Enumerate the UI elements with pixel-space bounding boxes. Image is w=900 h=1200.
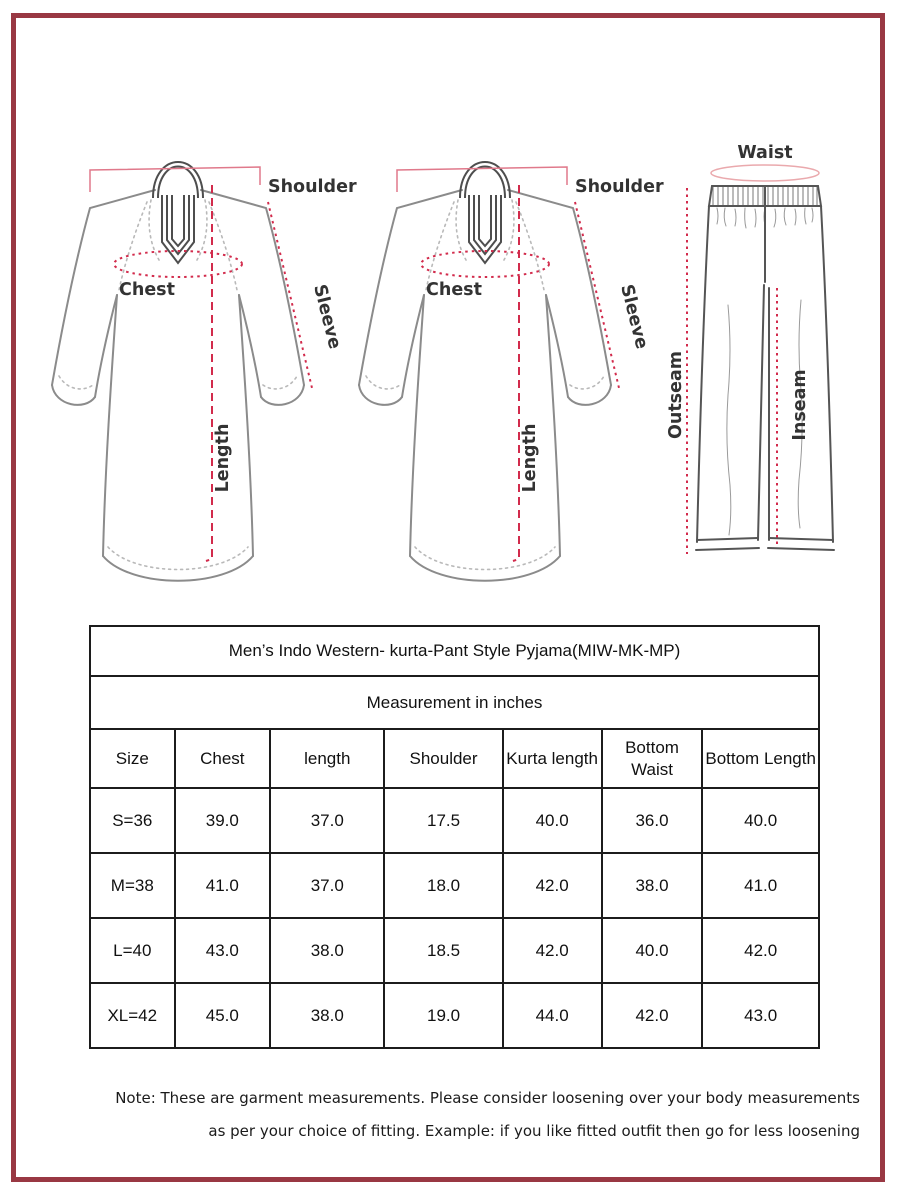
inseam-label: Inseam bbox=[790, 369, 810, 441]
col-header-size: Size bbox=[90, 729, 175, 788]
cell-bottom-waist: 42.0 bbox=[602, 983, 703, 1048]
pyjama-pant-diagram bbox=[655, 130, 875, 570]
kurta-diagram-1 bbox=[35, 140, 355, 605]
length-label: Length bbox=[213, 423, 233, 493]
sleeve-measure-line bbox=[268, 202, 312, 388]
table-row-l bbox=[90, 918, 819, 983]
measurement-note bbox=[40, 1082, 860, 1148]
col-header-bottom-length: Bottom Length bbox=[702, 729, 819, 788]
table-title-row bbox=[90, 626, 819, 676]
cell-length: 37.0 bbox=[270, 853, 384, 918]
col-header-bottom-waist: Bottom Waist bbox=[602, 729, 703, 788]
col-header-chest: Chest bbox=[175, 729, 270, 788]
cell-kurta-length: 42.0 bbox=[503, 853, 602, 918]
col-header-kurta-length: Kurta length bbox=[503, 729, 602, 788]
note-line-1: Note: These are garment measurements. Please consider loosening over your body measurements bbox=[115, 1089, 860, 1107]
cell-kurta-length: 44.0 bbox=[503, 983, 602, 1048]
cell-length: 38.0 bbox=[270, 918, 384, 983]
kurta-diagram-2 bbox=[342, 140, 662, 605]
shoulder-label: Shoulder bbox=[575, 177, 664, 197]
cell-bottom-length: 41.0 bbox=[702, 853, 819, 918]
pant-measure-marks bbox=[687, 188, 777, 554]
cell-chest: 43.0 bbox=[175, 918, 270, 983]
col-header-length: length bbox=[270, 729, 384, 788]
table-row-m bbox=[90, 853, 819, 918]
kurta-collar bbox=[460, 162, 510, 263]
table-title: Men’s Indo Western- kurta-Pant Style Pyjama(MIW-MK-MP) bbox=[90, 626, 819, 676]
cell-kurta-length: 40.0 bbox=[503, 788, 602, 853]
table-row-xl bbox=[90, 983, 819, 1048]
shoulder-measure-line bbox=[397, 167, 567, 192]
pant-outline bbox=[696, 187, 834, 550]
cell-shoulder: 18.0 bbox=[384, 853, 502, 918]
cell-shoulder: 17.5 bbox=[384, 788, 502, 853]
cell-bottom-waist: 40.0 bbox=[602, 918, 703, 983]
sleeve-label: Sleeve bbox=[616, 282, 652, 352]
table-row-s bbox=[90, 788, 819, 853]
note-line-2: as per your choice of fitting. Example: if you like fitted outfit then go for less loosening bbox=[208, 1122, 860, 1140]
table-header-row bbox=[90, 729, 819, 788]
length-measure-line bbox=[206, 185, 212, 561]
shoulder-measure-line bbox=[90, 167, 260, 192]
cell-chest: 41.0 bbox=[175, 853, 270, 918]
cell-bottom-length: 43.0 bbox=[702, 983, 819, 1048]
table-subtitle-row bbox=[90, 676, 819, 729]
cell-size: L=40 bbox=[90, 918, 175, 983]
cell-size: XL=42 bbox=[90, 983, 175, 1048]
kurta-measure-marks bbox=[397, 167, 619, 561]
cell-chest: 39.0 bbox=[175, 788, 270, 853]
cell-shoulder: 19.0 bbox=[384, 983, 502, 1048]
col-header-shoulder: Shoulder bbox=[384, 729, 502, 788]
cell-bottom-waist: 36.0 bbox=[602, 788, 703, 853]
sleeve-label: Sleeve bbox=[309, 282, 345, 352]
waist-measure-ellipse bbox=[711, 165, 819, 181]
cell-chest: 45.0 bbox=[175, 983, 270, 1048]
waist-label: Waist bbox=[737, 143, 793, 163]
cell-shoulder: 18.5 bbox=[384, 918, 502, 983]
kurta-outline bbox=[359, 190, 611, 581]
cell-bottom-length: 42.0 bbox=[702, 918, 819, 983]
shoulder-label: Shoulder bbox=[268, 177, 357, 197]
chest-label: Chest bbox=[426, 280, 482, 300]
cell-size: S=36 bbox=[90, 788, 175, 853]
length-label: Length bbox=[520, 423, 540, 493]
cell-length: 38.0 bbox=[270, 983, 384, 1048]
cell-size: M=38 bbox=[90, 853, 175, 918]
outseam-label: Outseam bbox=[666, 350, 686, 440]
kurta-outline bbox=[52, 190, 304, 581]
cell-length: 37.0 bbox=[270, 788, 384, 853]
length-measure-line bbox=[513, 185, 519, 561]
kurta-collar bbox=[153, 162, 203, 263]
cell-bottom-length: 40.0 bbox=[702, 788, 819, 853]
cell-bottom-waist: 38.0 bbox=[602, 853, 703, 918]
chest-label: Chest bbox=[119, 280, 175, 300]
cell-kurta-length: 42.0 bbox=[503, 918, 602, 983]
kurta-measure-marks bbox=[90, 167, 312, 561]
size-chart-table bbox=[89, 625, 820, 1049]
sleeve-measure-line bbox=[575, 202, 619, 388]
table-subtitle: Measurement in inches bbox=[90, 676, 819, 729]
